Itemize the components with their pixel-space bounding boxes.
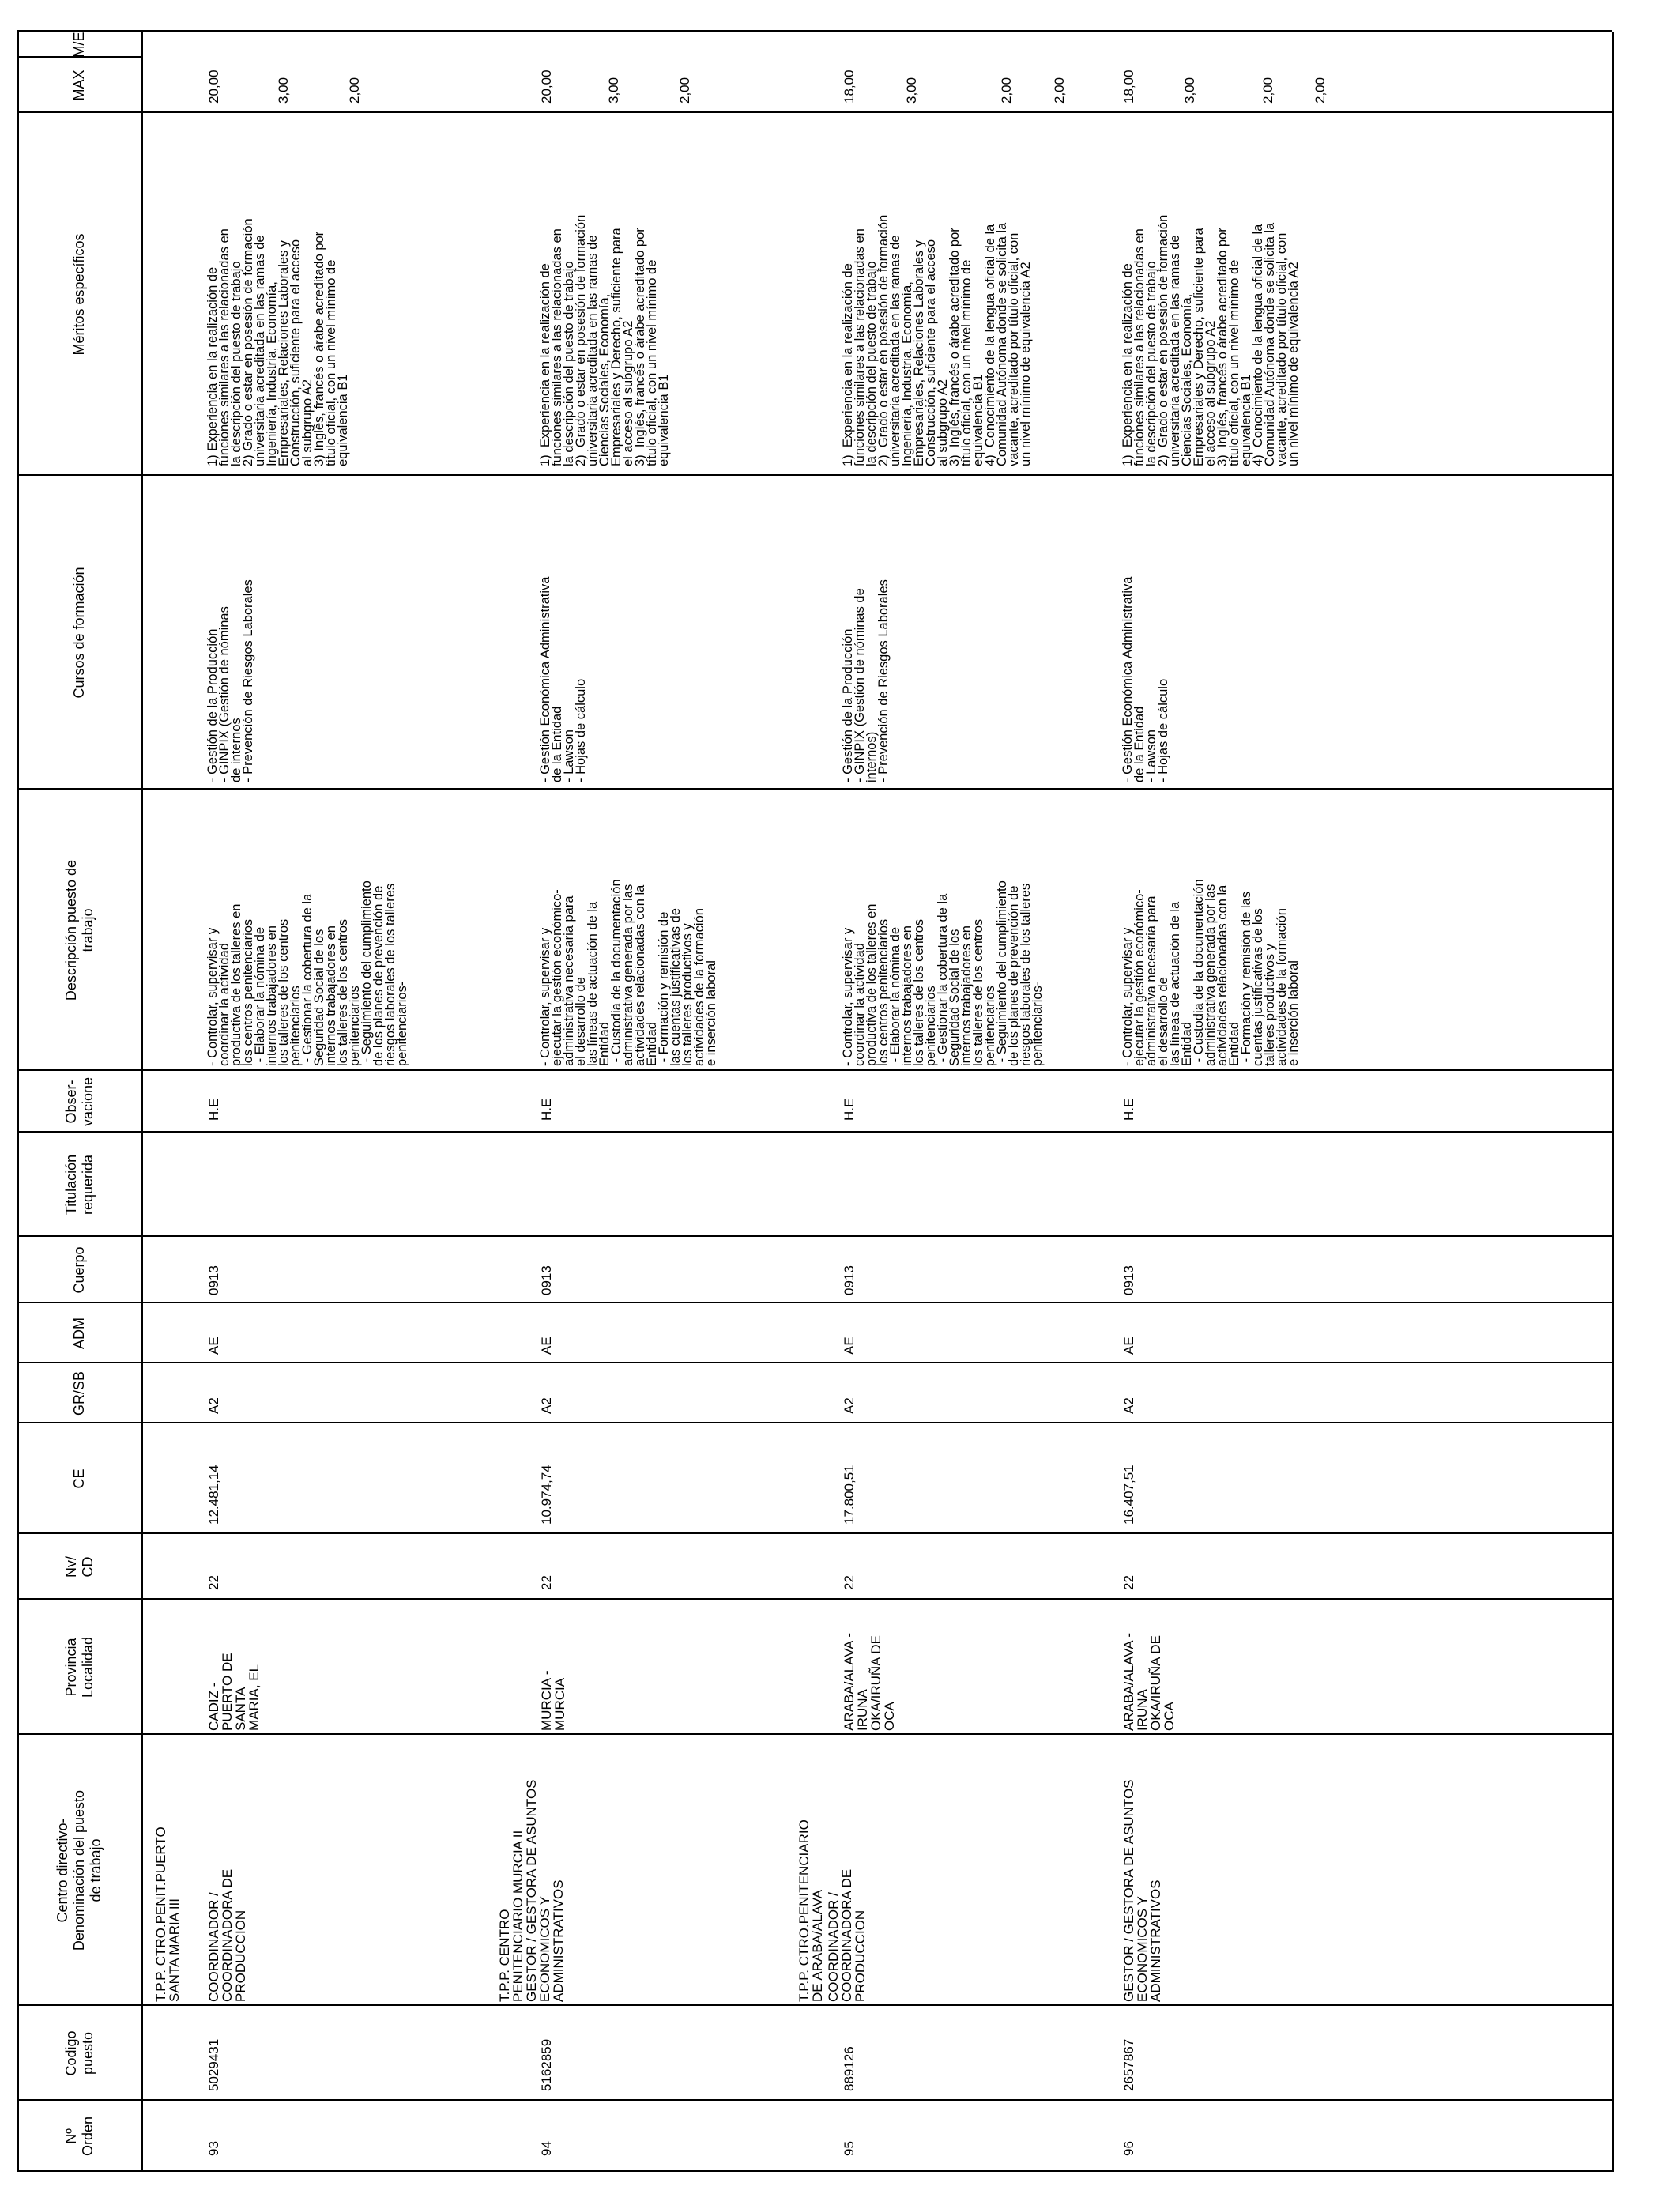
grupo: A2 xyxy=(206,1397,221,1414)
column-border xyxy=(17,1069,1612,1071)
column-border xyxy=(17,1362,1612,1363)
header-cuerpo: Cuerpo xyxy=(71,1246,87,1294)
header-meritos: Méritos específicos xyxy=(71,233,87,356)
adm: AE xyxy=(842,1336,857,1355)
meritos: 1) Experiencia en la realización de funciones similares a las relacionadas en la descripción del puesto de trabajo 2) Grado o estar en posesión de formación universitaria acreditada en las ramas de Ciencias Sociales, Economía, Empresariales y Derecho, suficiente para el acceso al subgrupo A2 3) Inglés, francés o árabe acreditado por título oficial, con un nivel mínimo de equivalencia B1 xyxy=(538,214,671,466)
cuerpo: 0913 xyxy=(206,1265,221,1295)
header-titulacion: Titulación requerida xyxy=(62,1154,96,1216)
max-value: 18,00 xyxy=(1121,70,1136,104)
max-value: 2,00 xyxy=(999,77,1014,104)
nivel: 22 xyxy=(206,1575,221,1590)
max-value: 2,00 xyxy=(347,77,362,104)
cuerpo: 0913 xyxy=(539,1265,554,1295)
codigo: 5162859 xyxy=(539,2038,554,2091)
cuerpo: 0913 xyxy=(842,1265,857,1295)
codigo: 5029431 xyxy=(206,2038,221,2091)
column-border xyxy=(17,1235,1612,1237)
observaciones: H.E xyxy=(206,1098,221,1121)
cursos: - Gestión de la Producción - GINPIX (Gestión de nóminas de internos - Prevención de Riesgos Laborales xyxy=(205,579,255,782)
centro-directivo: T.P.P. CTRO.PENIT.PUERTO SANTA MARIA III xyxy=(153,1826,182,2002)
header-adm: ADM xyxy=(71,1318,87,1349)
orden: 94 xyxy=(539,2141,554,2156)
grupo: A2 xyxy=(539,1397,554,1414)
denominacion: COORDINADOR / COORDINADORA DE PRODUCCION xyxy=(826,1868,868,2002)
ce: 10.974,74 xyxy=(539,1465,554,1525)
centro-directivo: T.P.P. CENTRO PENITENCIARIO MURCIA II xyxy=(497,1830,525,2002)
header-cursos: Cursos de formación xyxy=(71,567,87,699)
provincia: MURCIA - MURCIA xyxy=(539,1670,567,1731)
max-value: 3,00 xyxy=(904,77,919,104)
column-border xyxy=(17,111,1612,113)
denominacion: COORDINADOR / COORDINADORA DE PRODUCCION xyxy=(206,1868,248,2002)
descripcion: - Controlar, supervisar y coordinar la actividad productiva de los talleres en los centros penitenciarios - Elaborar la nómina de internos trabajadores en los talleres de los centros penitenciarios - Gestionar la cobertura de la Seguridad Social de los internos trabajadores en los talleres de los centros penitenciarios - Seguimiento del cumplimiento de los planes de prevención de riesgos laborales de los talleres penitenciarios- xyxy=(205,880,409,1066)
orden: 95 xyxy=(842,2141,857,2156)
codigo: 2657867 xyxy=(1121,2038,1136,2091)
column-border xyxy=(17,30,1612,32)
column-border xyxy=(17,788,1612,790)
descripcion: - Controlar, supervisar y ejecutar la gestión económico- administrativa necesaria para el desarrollo de las líneas de actuación de la Entidad - Custodia de la documentación administrativa generada por las actividades relacionadas con la Entidad - Formación y remisión de las cuentas justificativas de los talleres productivos y actividades de la formación e inserción laboral xyxy=(538,879,718,1066)
grupo: A2 xyxy=(1121,1397,1136,1414)
orden: 96 xyxy=(1121,2141,1136,2156)
cursos: - Gestión de la Producción - GINPIX (Gestión de nóminas de internos) - Prevención de Riesgos Laborales xyxy=(841,579,891,782)
column-border xyxy=(17,1598,1612,1600)
observaciones: H.E xyxy=(1121,1098,1136,1121)
descripcion: - Controlar, supervisar y coordinar la actividad productiva de los talleres en los centros penitenciarios - Elaborar la nómina de internos trabajadores en los talleres de los centros penitenciarios - Gestionar la cobertura de la Seguridad Social de los internos trabajadores en los talleres de los centros penitenciarios - Seguimiento del cumplimiento de los planes de prevención de riesgos laborales de los talleres penitenciarios- xyxy=(841,880,1045,1066)
header-provincia: Provincia Localidad xyxy=(62,1636,96,1698)
max-value: 20,00 xyxy=(539,70,554,104)
cursos: - Gestión Económica Administrativa de la Entidad - Lawson - Hojas de cálculo xyxy=(1121,576,1170,782)
cursos: - Gestión Económica Administrativa de la Entidad - Lawson - Hojas de cálculo xyxy=(538,576,588,782)
column-border xyxy=(17,1422,1612,1423)
grupo: A2 xyxy=(842,1397,857,1414)
meritos: 1) Experiencia en la realización de funciones similares a las relacionadas en la descripción del puesto de trabajo 2) Grado o estar en posesión de formación universitaria acreditada en las ramas de Ingeniería, Industria, Economía, Empresariales, Relaciones Laborales y Construcción, suficiente para el acceso al subgrupo A2 3) Inglés, francés o árabe acreditado por título oficial, con un nivel mínimo de equivalencia B1 4) Conocimiento de la lengua oficial de la Comunidad Autónoma donde se solicita la vacante, acreditado por título oficial, con un nivel mínimo de equivalencia A2 xyxy=(841,214,1033,466)
provincia: ARABA/ALAVA - IRUNA OKA/IRUÑA DE OCA xyxy=(1121,1632,1177,1731)
max-value: 2,00 xyxy=(1313,77,1328,104)
header-bottom-border xyxy=(141,32,143,2172)
orden: 93 xyxy=(206,2141,221,2156)
max-value: 3,00 xyxy=(1182,77,1197,104)
column-border xyxy=(17,1302,1612,1303)
header-codigo: Codigo puesto xyxy=(62,2030,96,2076)
centro-directivo: T.P.P. CTRO.PENITENCIARIO DE ARABA/ALAVA xyxy=(797,1819,825,2002)
max-value: 20,00 xyxy=(206,70,221,104)
header-nivel: Nv/ CD xyxy=(62,1556,96,1578)
nivel: 22 xyxy=(1121,1575,1136,1590)
max-value: 3,00 xyxy=(276,77,291,104)
header-observaciones: Obser- vacione xyxy=(62,1076,96,1127)
observaciones: H.E xyxy=(842,1098,857,1121)
descripcion: - Controlar, supervisar y ejecutar la gestión económico- administrativa necesaria para el desarrollo de las líneas de actuación de la Entidad - Custodia de la documentación administrativa generada por las actividades relacionadas con la Entidad - Formación y remisión de las cuentas justificativas de los talleres productivos y actividades de la formación e inserción laboral xyxy=(1121,879,1301,1066)
denominacion: GESTOR / GESTORA DE ASUNTOS ECONOMICOS Y ADMINISTRATIVOS xyxy=(1121,1779,1163,2002)
column-border xyxy=(17,1733,1612,1735)
ce: 12.481,14 xyxy=(206,1465,221,1525)
header-orden: Nº Orden xyxy=(62,2116,96,2157)
observaciones: H.E xyxy=(539,1098,554,1121)
adm: AE xyxy=(206,1336,221,1355)
header-descripcion: Descripción puesto de trabajo xyxy=(62,859,96,1001)
max-value: 3,00 xyxy=(606,77,621,104)
column-border xyxy=(17,2099,1612,2101)
max-value: 2,00 xyxy=(1260,77,1275,104)
column-border xyxy=(17,2170,1612,2172)
header-centro: Centro directivo- Denominación del puesto de trabajo xyxy=(55,1789,104,1951)
nivel: 22 xyxy=(842,1575,857,1590)
meritos: 1) Experiencia en la realización de funciones similares a las relacionadas en la descripción del puesto de trabajo 2) Grado o estar en posesión de formación universitaria acreditada en las ramas de Ciencias Sociales, Economía, Empresariales y Derecho, suficiente para el acceso al subgrupo A2 3) Inglés, francés o árabe acreditado por título oficial, con un nivel mínimo de equivalencia B1 4) Conocimiento de la lengua oficial de la Comunidad Autónoma donde se solicita la vacante, acreditado por título oficial, con un nivel mínimo de equivalencia A2 xyxy=(1121,214,1301,466)
column-border xyxy=(17,1532,1612,1534)
max-value: 18,00 xyxy=(842,70,857,104)
header-me: M/E xyxy=(71,32,87,58)
adm: AE xyxy=(539,1336,554,1355)
max-value: 2,00 xyxy=(677,77,692,104)
denominacion: GESTOR / GESTORA DE ASUNTOS ECONOMICOS Y ADMINISTRATIVOS xyxy=(524,1779,566,2002)
cuerpo: 0913 xyxy=(1121,1265,1136,1295)
table-bottom-border xyxy=(1612,32,1614,2172)
nivel: 22 xyxy=(539,1575,554,1590)
header-grupo: GR/SB xyxy=(71,1371,87,1416)
header-ce: CE xyxy=(71,1468,87,1489)
column-border xyxy=(17,474,1612,476)
provincia: ARABA/ALAVA - IRUNA OKA/IRUÑA DE OCA xyxy=(842,1632,897,1731)
codigo: 889126 xyxy=(842,2046,857,2091)
max-value: 2,00 xyxy=(1052,77,1067,104)
adm: AE xyxy=(1121,1336,1136,1355)
column-border xyxy=(17,2004,1612,2006)
meritos: 1) Experiencia en la realización de funciones similares a las relacionadas en la descripción del puesto de trabajo 2) Grado o estar en posesión de formación universitaria acreditada en las ramas de Ingeniería, Industria, Economía, Empresariales, Relaciones Laborales y Construcción, suficiente para el acceso al subgrupo A2 3) Inglés, francés o árabe acreditado por título oficial, con un nivel mínimo de equivalencia B1 xyxy=(205,218,350,466)
provincia: CADIZ - PUERTO DE SANTA MARIA, EL xyxy=(206,1653,262,1731)
ce: 16.407,51 xyxy=(1121,1465,1136,1525)
column-border xyxy=(17,1131,1612,1133)
header-max: MAX xyxy=(71,70,87,101)
ce: 17.800,51 xyxy=(842,1465,857,1525)
